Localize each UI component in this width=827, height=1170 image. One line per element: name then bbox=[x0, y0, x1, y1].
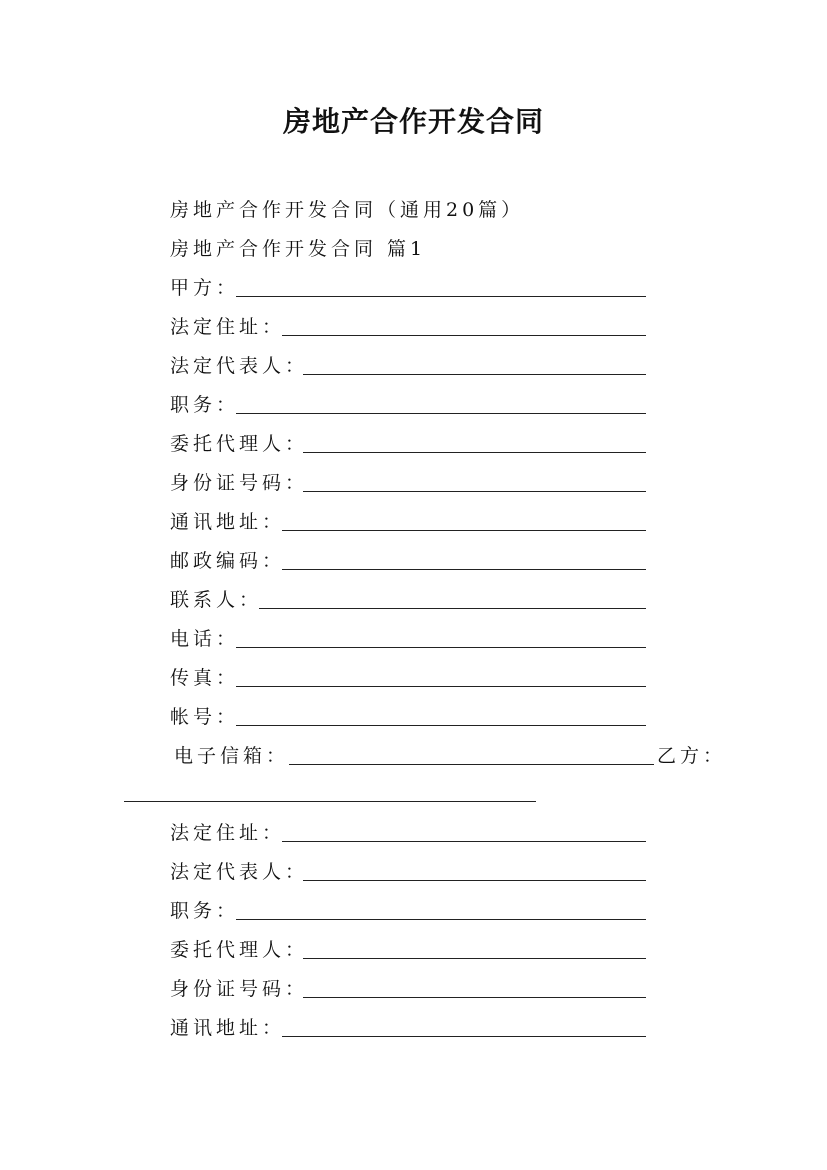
party-b-mail-address-blank bbox=[282, 1036, 646, 1037]
party-b-mail-address-label: 通讯地址： bbox=[170, 1017, 286, 1039]
party-b-label: 乙方： bbox=[657, 745, 727, 767]
party-a-phone-label: 电话： bbox=[170, 628, 240, 650]
party-b-agent-label: 委托代理人： bbox=[170, 939, 309, 961]
party-b-agent-blank bbox=[303, 958, 646, 959]
party-a-mail-address-label: 通讯地址： bbox=[170, 511, 286, 533]
party-a-fax-label: 传真： bbox=[170, 667, 240, 689]
party-a-blank bbox=[236, 296, 646, 297]
party-a-phone-blank bbox=[236, 647, 646, 648]
party-a-postal-code-label: 邮政编码： bbox=[170, 550, 286, 572]
party-a-position-blank bbox=[236, 413, 646, 414]
party-b-legal-address-label: 法定住址： bbox=[170, 822, 286, 844]
party-a-legal-rep-label: 法定代表人： bbox=[170, 355, 309, 377]
party-a-account-blank bbox=[236, 725, 646, 726]
party-a-agent-blank bbox=[303, 452, 646, 453]
party-a-contact-label: 联系人： bbox=[170, 589, 263, 611]
party-b-legal-rep-label: 法定代表人： bbox=[170, 861, 309, 883]
party-a-email-blank bbox=[289, 764, 654, 765]
party-b-blank bbox=[124, 801, 536, 802]
party-a-agent-label: 委托代理人： bbox=[170, 433, 309, 455]
party-a-email-label: 电子信箱： bbox=[174, 745, 290, 767]
party-a-legal-address-label: 法定住址： bbox=[170, 316, 286, 338]
collection-title: 房地产合作开发合同（通用20篇） bbox=[170, 199, 525, 221]
party-b-legal-rep-blank bbox=[303, 880, 646, 881]
party-b-legal-address-blank bbox=[282, 841, 646, 842]
party-b-position-label: 职务： bbox=[170, 900, 240, 922]
party-a-legal-rep-blank bbox=[303, 374, 646, 375]
party-b-id-number-label: 身份证号码： bbox=[170, 978, 309, 1000]
section-title: 房地产合作开发合同 篇1 bbox=[170, 238, 427, 260]
party-a-fax-blank bbox=[236, 686, 646, 687]
party-a-position-label: 职务： bbox=[170, 394, 240, 416]
party-a-id-number-label: 身份证号码： bbox=[170, 472, 309, 494]
document-title: 房地产合作开发合同 bbox=[282, 105, 544, 138]
party-a-mail-address-blank bbox=[282, 530, 646, 531]
party-a-legal-address-blank bbox=[282, 335, 646, 336]
party-a-contact-blank bbox=[259, 608, 646, 609]
party-b-id-number-blank bbox=[303, 997, 646, 998]
party-b-position-blank bbox=[236, 919, 646, 920]
party-a-account-label: 帐号： bbox=[170, 706, 240, 728]
party-a-postal-code-blank bbox=[282, 569, 646, 570]
party-a-id-number-blank bbox=[303, 491, 646, 492]
party-a-label: 甲方： bbox=[170, 277, 240, 299]
